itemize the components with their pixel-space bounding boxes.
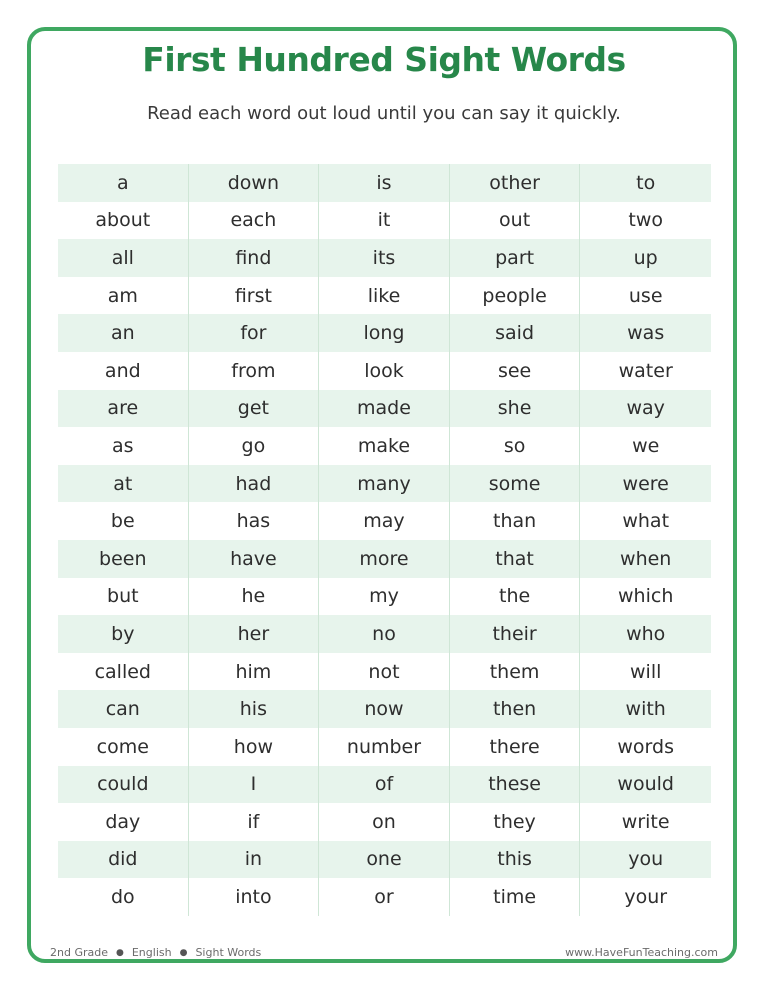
word-cell: and: [58, 352, 189, 390]
word-cell: many: [319, 465, 450, 503]
word-cell: up: [580, 239, 711, 277]
word-cell: have: [189, 540, 320, 578]
word-cell: or: [319, 878, 450, 916]
word-cell: not: [319, 653, 450, 691]
breadcrumb-topic: Sight Words: [195, 946, 262, 959]
word-cell: who: [580, 615, 711, 653]
word-cell: had: [189, 465, 320, 503]
word-cell: in: [189, 841, 320, 879]
word-cell: are: [58, 390, 189, 428]
word-cell: way: [580, 390, 711, 428]
word-cell: about: [58, 202, 189, 240]
word-cell: like: [319, 277, 450, 315]
word-cell: an: [58, 314, 189, 352]
word-cell: day: [58, 803, 189, 841]
word-cell: people: [450, 277, 581, 315]
word-cell: when: [580, 540, 711, 578]
word-cell: its: [319, 239, 450, 277]
word-cell: than: [450, 502, 581, 540]
word-cell: called: [58, 653, 189, 691]
word-cell: at: [58, 465, 189, 503]
word-cell: time: [450, 878, 581, 916]
word-cell: for: [189, 314, 320, 352]
word-cell: one: [319, 841, 450, 879]
word-cell: get: [189, 390, 320, 428]
word-cell: your: [624, 886, 668, 909]
word-cell: this: [450, 841, 581, 879]
word-cell: there: [450, 728, 581, 766]
word-cell: find: [189, 239, 320, 277]
word-cell: him: [189, 653, 320, 691]
page-title: First Hundred Sight Words: [142, 40, 626, 79]
word-cell: can: [58, 690, 189, 728]
word-cell: two: [628, 209, 663, 232]
word-cell: all: [58, 239, 189, 277]
bullet-separator: ●: [116, 947, 124, 958]
word-cell: from: [189, 352, 320, 390]
word-cell: may: [319, 502, 450, 540]
word-cell: has: [189, 502, 320, 540]
word-cell: he: [189, 578, 320, 616]
word-cell: how: [189, 728, 320, 766]
word-cell: to: [580, 164, 711, 202]
word-cell: so: [450, 427, 581, 465]
word-cell: would: [580, 766, 711, 804]
word-cell: was: [580, 314, 711, 352]
word-cell: I: [189, 766, 320, 804]
word-cell: of: [319, 766, 450, 804]
footer-breadcrumb: [50, 946, 261, 959]
word-cell: been: [58, 540, 189, 578]
word-cell: use: [628, 284, 663, 307]
word-cell: more: [319, 540, 450, 578]
word-cell: if: [189, 803, 320, 841]
word-cell: by: [58, 615, 189, 653]
page-subtitle: Read each word out loud until you can say it quickly.: [147, 103, 621, 124]
word-cell: which: [618, 585, 674, 608]
word-cell: water: [618, 359, 673, 382]
word-cell: no: [319, 615, 450, 653]
word-cell: down: [189, 164, 320, 202]
word-cell: write: [621, 810, 670, 833]
word-cell: some: [450, 465, 581, 503]
word-cell: a: [58, 164, 189, 202]
word-cell: each: [189, 202, 320, 240]
word-cell: their: [450, 615, 581, 653]
word-cell: these: [450, 766, 581, 804]
word-cell: will: [630, 660, 662, 683]
footer-website: www.HaveFunTeaching.com: [565, 946, 718, 959]
word-cell: but: [58, 578, 189, 616]
word-cell: now: [319, 690, 450, 728]
word-cell: be: [58, 502, 189, 540]
word-cell: his: [189, 690, 320, 728]
word-cell: see: [450, 352, 581, 390]
word-cell: on: [319, 803, 450, 841]
sight-words-table: [58, 164, 711, 916]
word-cell: you: [580, 841, 711, 879]
breadcrumb-grade: 2nd Grade: [50, 946, 108, 959]
word-cell: into: [189, 878, 320, 916]
word-cell: the: [450, 578, 581, 616]
word-cell: we: [632, 434, 660, 457]
word-cell: long: [319, 314, 450, 352]
word-cell: were: [580, 465, 711, 503]
word-cell: with: [580, 690, 711, 728]
word-cell: her: [189, 615, 320, 653]
word-cell: make: [319, 427, 450, 465]
word-cell: come: [58, 728, 189, 766]
word-cell: is: [319, 164, 450, 202]
word-cell: do: [58, 878, 189, 916]
word-cell: other: [450, 164, 581, 202]
word-cell: go: [189, 427, 320, 465]
word-cell: it: [319, 202, 450, 240]
word-cell: they: [450, 803, 581, 841]
word-cell: look: [319, 352, 450, 390]
breadcrumb-subject: English: [131, 946, 172, 959]
word-cell: am: [58, 277, 189, 315]
word-cell: words: [617, 735, 674, 758]
word-cell: them: [450, 653, 581, 691]
bullet-separator: ●: [179, 947, 188, 958]
word-cell: out: [450, 202, 581, 240]
word-cell: part: [450, 239, 581, 277]
word-cell: first: [189, 277, 320, 315]
word-cell: made: [319, 390, 450, 428]
word-cell: number: [319, 728, 450, 766]
word-cell: could: [58, 766, 189, 804]
word-cell: said: [450, 314, 581, 352]
word-cell: she: [450, 390, 581, 428]
word-cell: as: [58, 427, 189, 465]
word-cell: my: [319, 578, 450, 616]
word-cell: then: [450, 690, 581, 728]
word-cell: that: [450, 540, 581, 578]
word-cell: what: [622, 510, 670, 533]
word-cell: did: [58, 841, 189, 879]
